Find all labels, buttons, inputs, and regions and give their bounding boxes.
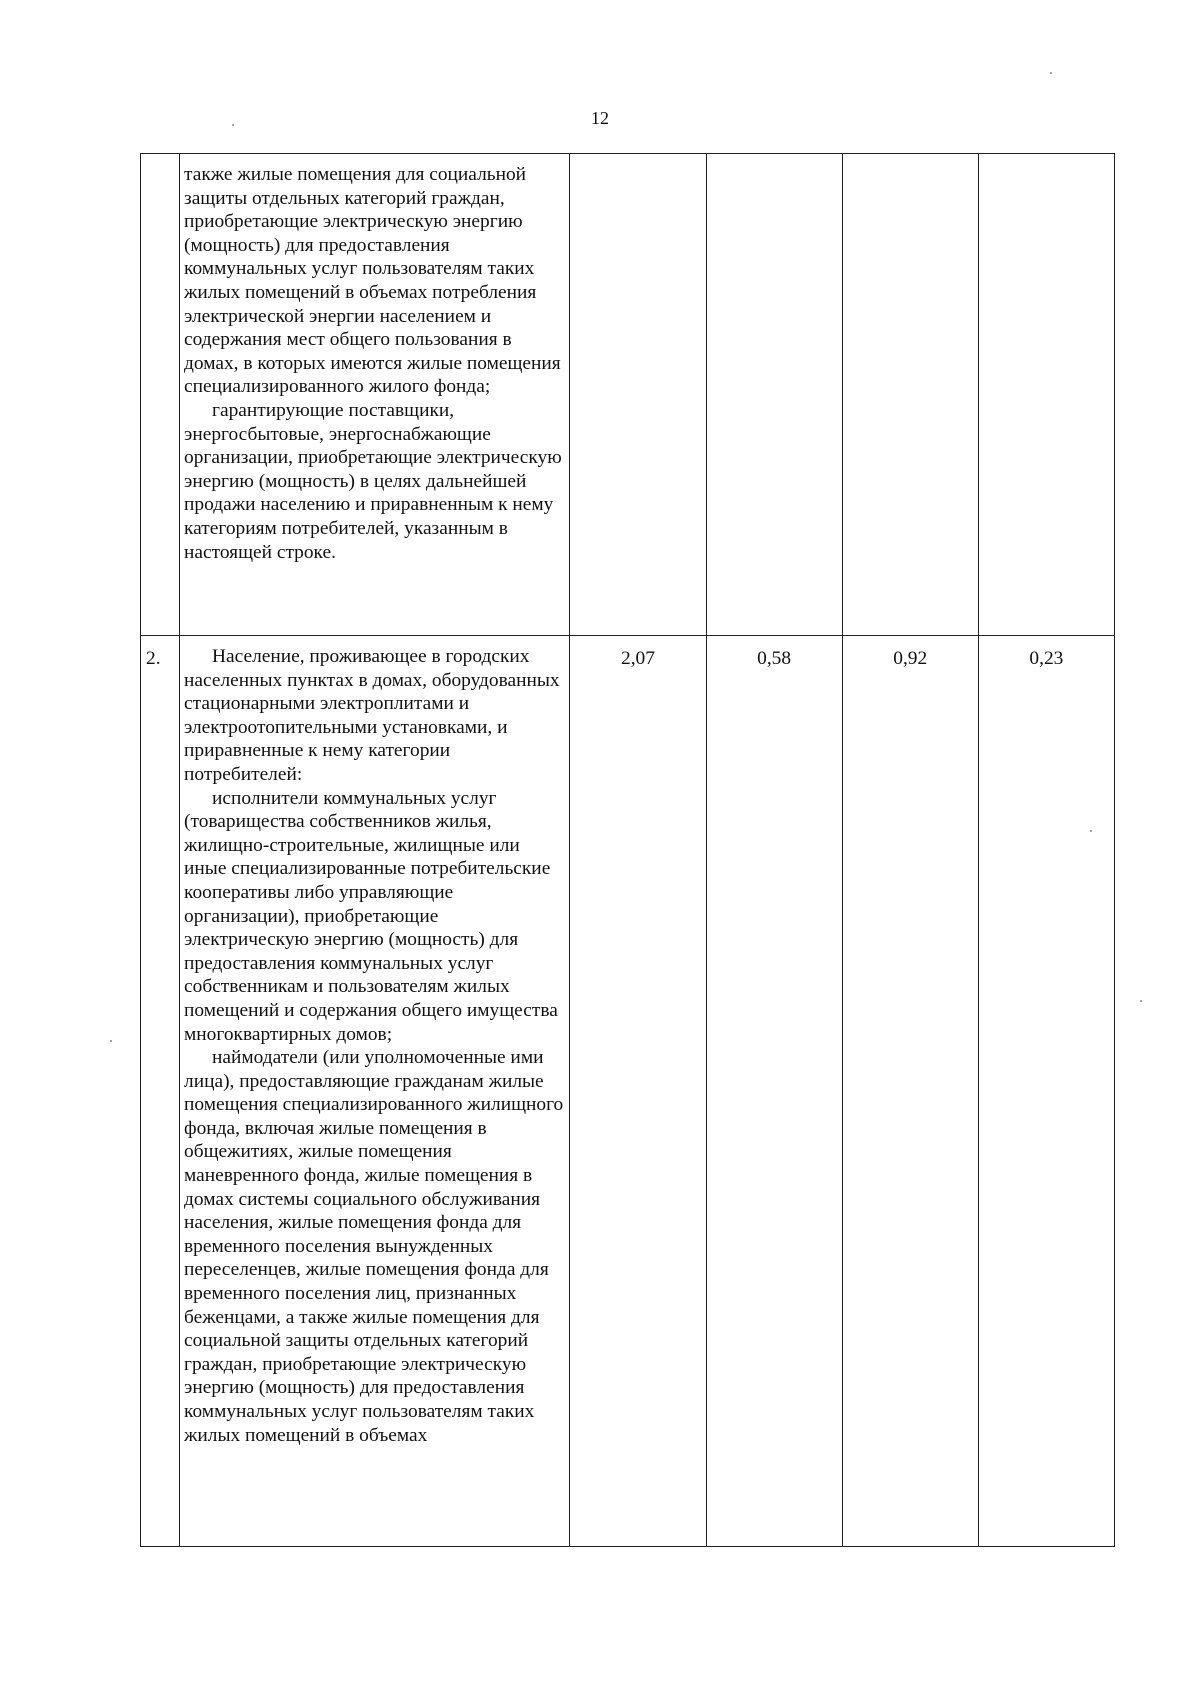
value [979,154,1114,165]
page-number: 12 [591,108,609,128]
value: 2,07 [621,648,655,669]
value: 0,23 [1029,648,1064,669]
scan-speck [1090,830,1092,832]
description-paragraph: исполнители коммунальных услуг (товарищества собственников жилья, жилищно-строительные, жилищные или иные специализированные потребительские кооперативы либо управляющие организации), приобретающие электрическую энергию (мощность) для предоставления коммунальных услуг собственникам и пользователям жилых помещений и содержания общего имущества многоквартирных домов; [184,787,558,1045]
scan-speck [1140,1000,1142,1002]
value-cell [570,636,706,1547]
value [707,154,842,165]
value: 0,92 [893,648,928,669]
value-cell [842,636,978,1547]
scan-speck [110,1040,112,1042]
scan-speck [1050,72,1052,74]
value-cell [978,636,1114,1547]
description-cell [180,636,570,1547]
value-cell [570,154,706,636]
value [570,154,705,165]
table-row [141,636,1115,1547]
description-paragraph: гарантирующие поставщики, энергосбытовые, энергоснабжающие организации, приобретающие электрическую энергию (мощность) в целях дальнейшей продажи населению и приравненным к нему категориям потребителей, указанным в настоящей строке. [184,399,562,563]
description-paragraph: наймодатели (или уполномоченные ими лица), предоставляющие гражданам жилые помещения специализированного жилищного фонда, включая жилые помещения в общежитиях, жилые помещения маневренного фонда, жилые помещения в домах системы социального обслуживания населения, жилые помещения фонда для временного поселения вынужденных переселенцев, жилые помещения фонда для временного поселения лиц, признанных беженцами, а также жилые помещения для социальной защиты отдельных категорий граждан, приобретающие электрическую энергию (мощность) для предоставления коммунальных услуг пользователям таких жилых помещений в объемах [184,1047,564,1446]
description-paragraph: также жилые помещения для социальной защиты отдельных категорий граждан, приобретающие электрическую энергию (мощность) для предоставления коммунальных услуг пользователям таких жилых помещений в объемах потребления электрической энергии населением и содержания мест общего пользования в домах, в которых имеются жилые помещения специализированного жилого фонда; [184,164,561,398]
row-number-cell [141,154,180,636]
description-paragraph: Население, проживающее в городских населенных пунктах в домах, оборудованных стационарными электроплитами и электроотопительными установками, и приравненные к нему категории потребителей: [184,646,560,785]
row-number [141,154,179,165]
value: 0,58 [757,648,792,669]
description-cell [180,154,570,636]
value [843,154,978,165]
value-cell [706,154,842,636]
value-cell [842,154,978,636]
value-cell [978,154,1114,636]
tariff-table [140,153,1115,1547]
scan-speck [232,124,234,126]
table-row [141,154,1115,636]
row-number-cell [141,636,180,1547]
row-number: 2. [146,648,161,669]
value-cell [706,636,842,1547]
